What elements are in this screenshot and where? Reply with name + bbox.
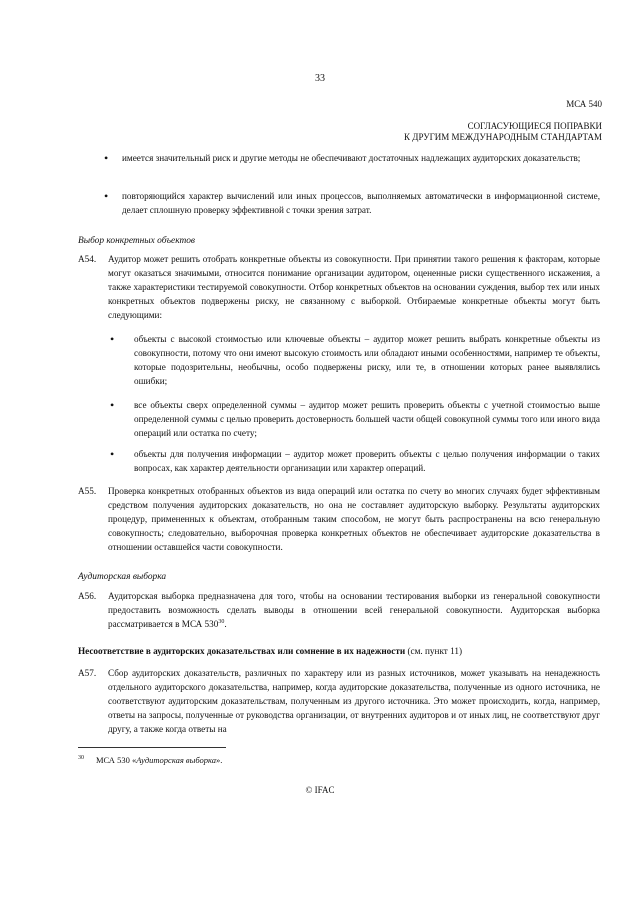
footnote-text: МСА 530 «Аудиторская выборка». xyxy=(96,755,223,765)
copyright-footer: © IFAC xyxy=(305,785,335,795)
list-item: имеется значительный риск и другие методы не обеспечивают достаточных надлежащих аудиторских доказательств; xyxy=(122,153,581,163)
standard-code: МСА 540 xyxy=(566,99,602,109)
list-item: объекты для получения информации – аудитор может проверить объекты с целью получения информации о таких вопросах, как характер деятельности организации или характер операций. xyxy=(134,449,600,473)
footnote-reference[interactable]: 30 xyxy=(218,618,225,625)
subheading-specific-items: Выбор конкретных объектов xyxy=(78,236,195,246)
bullet-icon: • xyxy=(110,447,115,461)
header-title-line1: СОГЛАСУЮЩИЕСЯ ПОПРАВКИ xyxy=(467,121,602,131)
bullet-icon: • xyxy=(110,332,115,346)
list-item: все объекты сверх определенной суммы – аудитор может решить проверить объекты с учетной стоимостью выше определенной суммы с целью проверить достоверность большей части общей совокупной суммы того или иного вида операций или остатка по счету; xyxy=(134,400,600,438)
paragraph-number: A56. xyxy=(78,591,97,601)
bullet-icon: • xyxy=(104,151,109,165)
footnote-divider xyxy=(78,747,226,748)
bullet-icon: • xyxy=(104,189,109,203)
paragraph-number: A54. xyxy=(78,254,97,264)
header-title-line2: К ДРУГИМ МЕЖДУНАРОДНЫМ СТАНДАРТАМ xyxy=(404,132,602,142)
list-item: повторяющийся характер вычислений или иных процессов, выполняемых автоматически в информационной системе, делает сплошную проверку эффективной с точки зрения затрат. xyxy=(122,191,600,215)
paragraph-number: A57. xyxy=(78,668,97,678)
paragraph-a54: Аудитор может решить отобрать конкретные объекты из совокупности. При принятии такого решения к факторам, которые могут оказаться значимыми, относится понимание организации аудитором, оцененные риски существенного искажения, а также характеристики тестируемой совокупности. Отбор конкретных объектов на основании суждения, выбор тех или иных конкретных объектов подвержены риску, не связанному с выборкой. Отбираемые конкретные объекты могут быть следующими: xyxy=(108,254,600,320)
paragraph-a55: Проверка конкретных отобранных объектов из вида операций или остатка по счету во многих случаях будет эффективным средством получения аудиторских доказательств, но она не составляет аудиторскую выборку. Результаты аудиторских процедур, примененных к объектам, отобранным таким способом, не могут быть распространены на всю генеральную совокупность; следовательно, выборочная проверка конкретных объектов не обеспечивает аудиторские доказательства в отношении оставшейся части совокупности. xyxy=(108,486,600,552)
list-item: объекты с высокой стоимостью или ключевые объекты – аудитор может решить выбрать конкретные объекты из совокупности, потому что они имеют высокую стоимость или обладают иными особенностями, например те объекты, которые подозрительны, необычны, особо подвержены риску, или те, в отношении которых ранее выявлялись ошибки; xyxy=(134,334,600,386)
paragraph-a57: Сбор аудиторских доказательств, различных по характеру или из разных источников, может указывать на ненадежность отдельного аудиторского доказательства, например, когда аудиторские доказательства, полученные из одного источника, не соответствуют аудиторским доказательствам, полученным из другого источника. Это может происходить, когда, например, ответы на запросы, полученные от руководства организации, от внутренних аудиторов и от иных лиц, не соответствуют друг другу, а также когда ответы на xyxy=(108,668,600,734)
subheading-audit-sampling: Аудиторская выборка xyxy=(78,572,167,582)
paragraph-number: A55. xyxy=(78,486,97,496)
bullet-icon: • xyxy=(110,398,115,412)
page-number: 33 xyxy=(315,73,325,84)
section-heading: Несоответствие в аудиторских доказательствах или сомнение в их надежности (см. пункт 11) xyxy=(78,646,463,656)
paragraph-a56: Аудиторская выборка предназначена для того, чтобы на основании тестирования выборки из генеральной совокупности предоставить возможность сделать выводы в отношении всей генеральной совокупности. Аудиторская выборка рассматривается в МСА $530^{30}$. xyxy=(108,591,600,629)
footnote-mark: 30 xyxy=(78,755,84,761)
